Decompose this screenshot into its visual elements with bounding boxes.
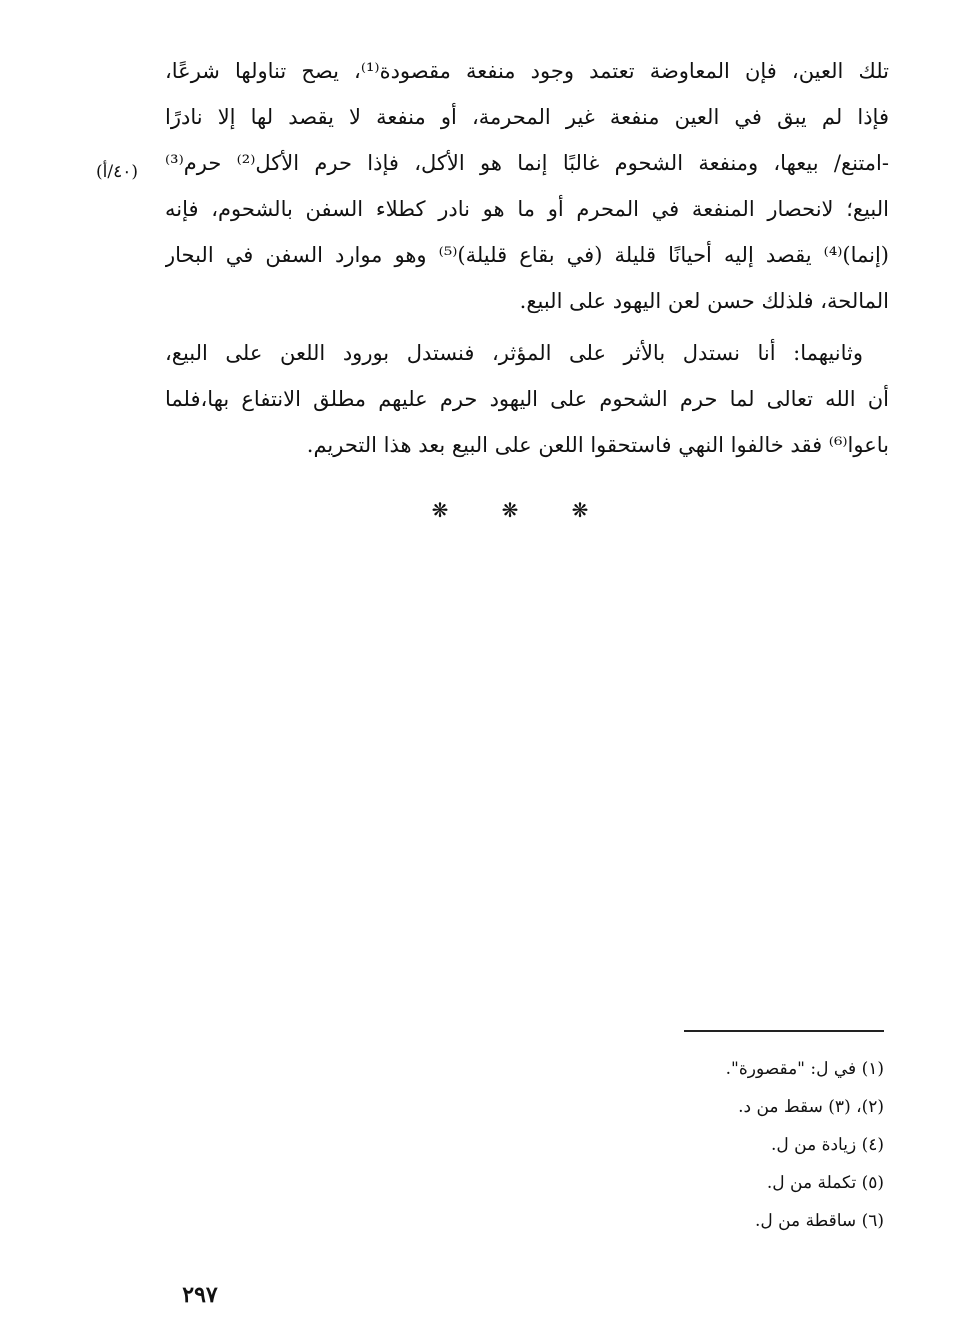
text-line: فإذا لم يبق في العين منفعة غير المحرمة، أو منفعة لا يقصد لها إلا نادرًا [165, 105, 889, 129]
footnote-divider [684, 1030, 884, 1032]
asterism-icon: ❋ [571, 498, 589, 522]
text-line: (إنما)⁽⁴⁾ يقصد إليه أحيانًا قليلة (في بقاع قليلة)⁽⁵⁾ وهو موارد السفن في البحار [165, 243, 889, 267]
text-line: باعوا⁽⁶⁾ فقد خالفوا النهي فاستحقوا اللعن على البيع بعد هذا التحريم. [306, 433, 889, 457]
asterism-icon: ❋ [501, 498, 519, 522]
manuscript-folio-marker: (٤٠/أ) [96, 162, 138, 182]
text-line: أن الله تعالى لما حرم الشحوم على اليهود حرم عليهم مطلق الانتفاع بها،فلما [165, 387, 889, 411]
footnote: (١) في ل: "مقصورة". [725, 1059, 884, 1079]
asterism-icon: ❋ [431, 498, 449, 522]
page-number: ٢٩٧ [182, 1282, 218, 1308]
text-line: تلك العين، فإن المعاوضة تعتمد وجود منفعة مقصودة⁽¹⁾، يصح تناولها شرعًا، [165, 59, 889, 83]
main-text [165, 48, 889, 468]
footnote: (٢)، (٣) سقط من د. [738, 1097, 884, 1117]
footnote: (٥) تكملة من ل. [766, 1173, 884, 1193]
footnotes [560, 1050, 884, 1240]
text-line: وثانيهما: أنا نستدل بالأثر على المؤثر، فنستدل بورود اللعن على البيع، [165, 341, 863, 365]
text-line: البيع؛ لانحصار المنفعة في المحرم أو ما هو نادر كطلاء السفن بالشحوم، فإنه [165, 197, 889, 221]
section-separator [430, 495, 590, 525]
footnote: (٤) زيادة من ل. [770, 1135, 884, 1155]
footnote: (٦) ساقطة من ل. [754, 1211, 884, 1231]
text-line: المالحة، فلذلك حسن لعن اليهود على البيع. [519, 289, 889, 313]
text-line: -امتنع/ بيعها، ومنفعة الشحوم غالبًا إنما هو الأكل، فإذا حرم الأكل⁽²⁾ حرم⁽³⁾ [165, 151, 889, 175]
